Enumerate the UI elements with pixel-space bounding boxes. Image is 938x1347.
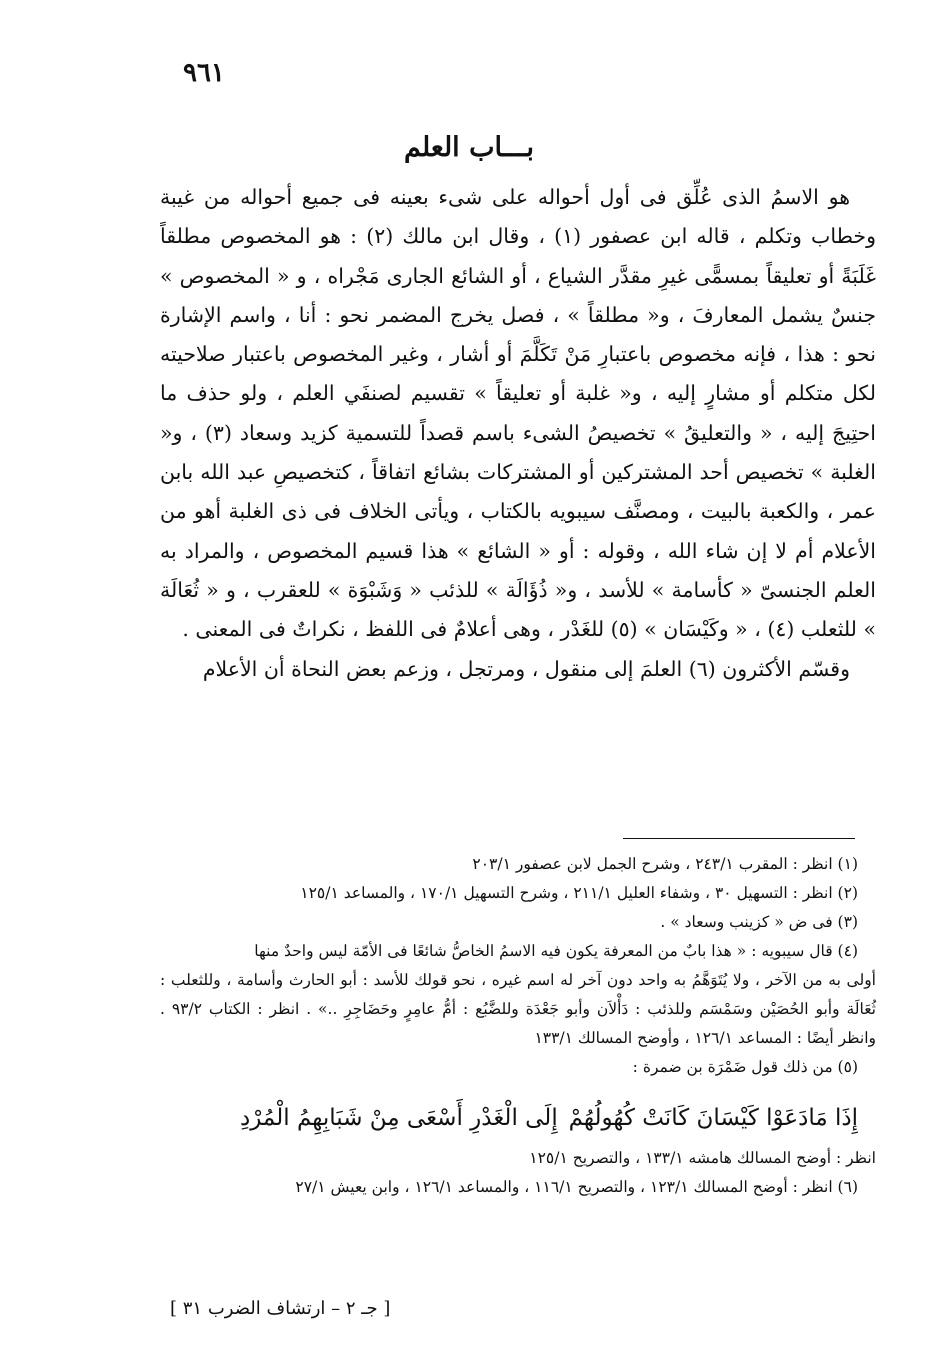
footnote: (٦) انظر : أوضح المسالك ١٢٣/١ ، والتصريح ١١٦/١ ، والمساعد ١٢٦/١ ، وابن يعيش ٢٧/١ xyxy=(295,1178,858,1196)
footnote: (٤) قال سيبويه : « هذا بابٌ من المعرفة يكون فيه الاسمُ الخاصُّ شائعًا فى الأمّة ليس واحدٌ منها xyxy=(254,942,858,960)
footnote-separator xyxy=(623,838,855,839)
body-paragraph: وقسّم الأكثرون (٦) العلمَ إلى منقول ، ومرتجل ، وزعم بعض النحاة أن الأعلام xyxy=(202,656,850,681)
poetry-verse xyxy=(240,1098,858,1138)
footnotes xyxy=(160,850,876,1202)
footnote: (٢) انظر : التسهيل ٣٠ ، وشفاء العليل ٢١١/١ ، وشرح التسهيل ١٧٠/١ ، والمساعد ١٢٥/١ xyxy=(300,884,858,902)
page-number: ٩٦١ xyxy=(183,58,225,88)
main-text xyxy=(160,178,876,689)
verse-second-hemistich: إِلَى الْغَدْرِ أَسْعَى مِنْ شَبَابِهِمُ الْمُرْدِ xyxy=(240,1105,558,1131)
footnote-reference: انظر : أوضح المسالك هامشه ١٣٣/١ ، والتصريح ١٢٥/١ xyxy=(529,1149,876,1167)
body-paragraph: هو الاسمُ الذى عُلِّق فى أول أحواله على شىء بعينه فى جميع أحواله من غيبة وخطاب وتكلم ، قاله ابن عصفور (١) ، وقال ابن مالك (٢) : هو المخصوص مطلقاً غَلَبَةً أو تعليقاً بمسمًّى غيرِ مقدَّر الشياع ، أو الشائع الجارى مَجْراه ، و « المخصوص » جنسٌ يشمل المعارفَ ، و« مطلقاً » ، فصل يخرج المضمر نحو : أنا ، واسم الإشارة نحو : هذا ، فإنه مخصوص باعتبارِ مَنْ تَكَلَّمَ أو أشار ، وغير المخصوص باعتبار صلاحيته لكل متكلم أو مشارٍ إليه ، و« غلبة أو تعليقاً » تقسيم لصنفَي العلم ، ولو حذف ما احتِيجَ إليه ، « والتعليقُ » تخصيصُ الشىء باسم قصداً للتسمية كزيد وسعاد (٣) ، و« الغلبة » تخصيص أحد المشتركين أو المشتركات بشائع اتفاقاً ، كتخصيصِ عبد الله بابن عمر ، والكعبة بالبيت ، ومصنَّف سيبويه بالكتاب ، ويأتى الخلاف فى ذى الغلبة أهو من الأعلام أم لا إن شاء الله ، وقوله : أو « الشائع » هذا قسيم المخصوص ، والمراد به العلم الجنسىّ « كأسامة » للأسد ، و« ذُؤَالَة » للذئب « وَشَبْوَة » للعقرب ، و « ثُعَالَة » للثعلب (٤) ، « وكَيْسَان » (٥) للغَدْر ، وهى أعلامٌ فى اللفظ ، نكراتٌ فى المعنى . xyxy=(160,185,876,642)
footnote: (٣) فى ض « كزينب وسعاد » . xyxy=(660,913,858,931)
footnote-continuation: أولى به من الآخر ، ولا يُتَوَهَّمُ به واحد دون آخر له اسم غيره ، نحو قولك للأسد : أبو الحارث وأسامة ، وللثعلب : ثُعَالَة وأبو الحُصَيْن وسَمْسَم وللذئب : دَأْلاَن وأبو جَعْدَة وللضَّبُع : أمُّ عامِرٍ وحَضَاجِرِ ..» . انظر : الكتاب ٩٣/٢ . وانظر أيضًا : المساعد ١٢٦/١ ، وأوضح المسالك ١٣٣/١ xyxy=(160,971,876,1047)
verse-first-hemistich: إِذَا مَادَعَوْا كَيْسَانَ كَانَتْ كُهُولُهُمْ xyxy=(568,1105,858,1131)
footnote: (٥) من ذلك قول ضَمْرَة بن ضمرة : xyxy=(632,1058,858,1076)
footnote: (١) انظر : المقرب ٢٤٣/١ ، وشرح الجمل لابن عصفور ٢٠٣/١ xyxy=(472,855,858,873)
chapter-title: بـــاب العلم xyxy=(404,132,534,163)
book-footer: [ جـ ٢ – ارتشاف الضرب ٣١ ] xyxy=(170,1298,391,1319)
